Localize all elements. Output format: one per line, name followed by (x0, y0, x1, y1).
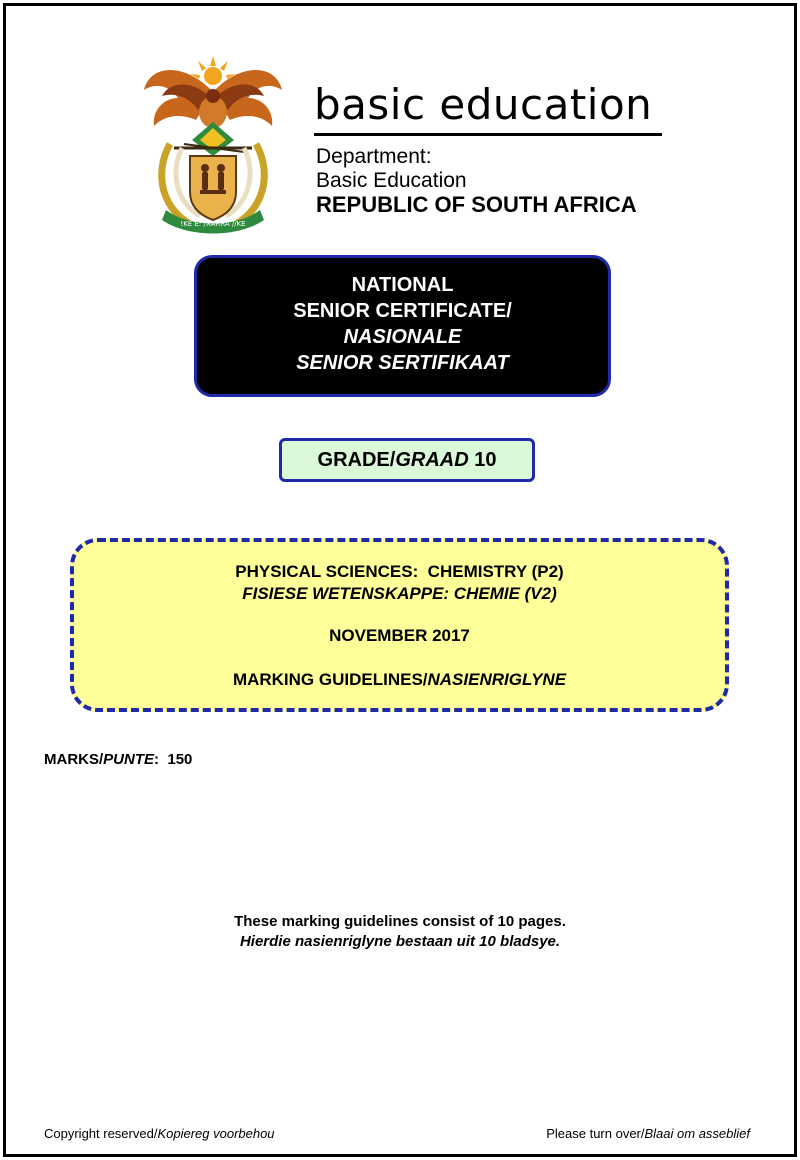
exam-date: NOVEMBER 2017 (329, 626, 470, 645)
guidelines-af: NASIENRIGLYNE (427, 670, 567, 689)
guidelines-en: MARKING GUIDELINES/ (232, 670, 428, 689)
marks-value: 150 (167, 751, 193, 768)
grade-box (279, 438, 535, 482)
grade-label-en: GRADE/ (317, 449, 396, 471)
brand-divider (314, 133, 662, 136)
marks-separator: : (154, 751, 168, 768)
marks-line (44, 751, 192, 768)
pages-note-en: These marking guidelines consist of 10 pages. (234, 913, 566, 930)
marks-label-en: MARKS/ (44, 751, 104, 768)
footer-copyright (44, 1126, 275, 1141)
copyright-en: Copyright reserved/ (44, 1126, 158, 1141)
pages-note-af: Hierdie nasienriglyne bestaan uit 10 bladsye. (239, 933, 561, 950)
department-label: Department: (316, 145, 432, 168)
subject-box (70, 538, 729, 712)
certificate-line-4: SENIOR SERTIFIKAAT (296, 352, 509, 374)
copyright-af: Kopiereg voorbehou (157, 1126, 275, 1141)
turn-over-en: Please turn over/ (546, 1126, 645, 1141)
certificate-box (194, 255, 611, 397)
certificate-line-2: SENIOR CERTIFICATE/ (293, 300, 512, 322)
department-name: Basic Education (316, 169, 467, 192)
country-name: REPUBLIC OF SOUTH AFRICA (316, 192, 637, 217)
grade-number: 10 (474, 449, 497, 471)
guidelines-title (74, 670, 725, 690)
turn-over-af: Blaai om asseblief (644, 1126, 750, 1141)
certificate-line-3: NASIONALE (343, 326, 462, 348)
certificate-line-1: NATIONAL (351, 274, 454, 296)
coat-of-arms-icon (140, 52, 286, 234)
brand-title: basic education (314, 80, 653, 129)
motto-text: !KE E: /XARRA //KE (180, 220, 246, 228)
subject-title-en: PHYSICAL SCIENCES: CHEMISTRY (P2) (235, 562, 564, 581)
grade-label-af: GRAAD (395, 449, 469, 471)
marks-label-af: PUNTE (103, 751, 155, 768)
footer-turn-over (546, 1126, 750, 1141)
subject-title-af: FISIESE WETENSKAPPE: CHEMIE (V2) (242, 584, 557, 603)
